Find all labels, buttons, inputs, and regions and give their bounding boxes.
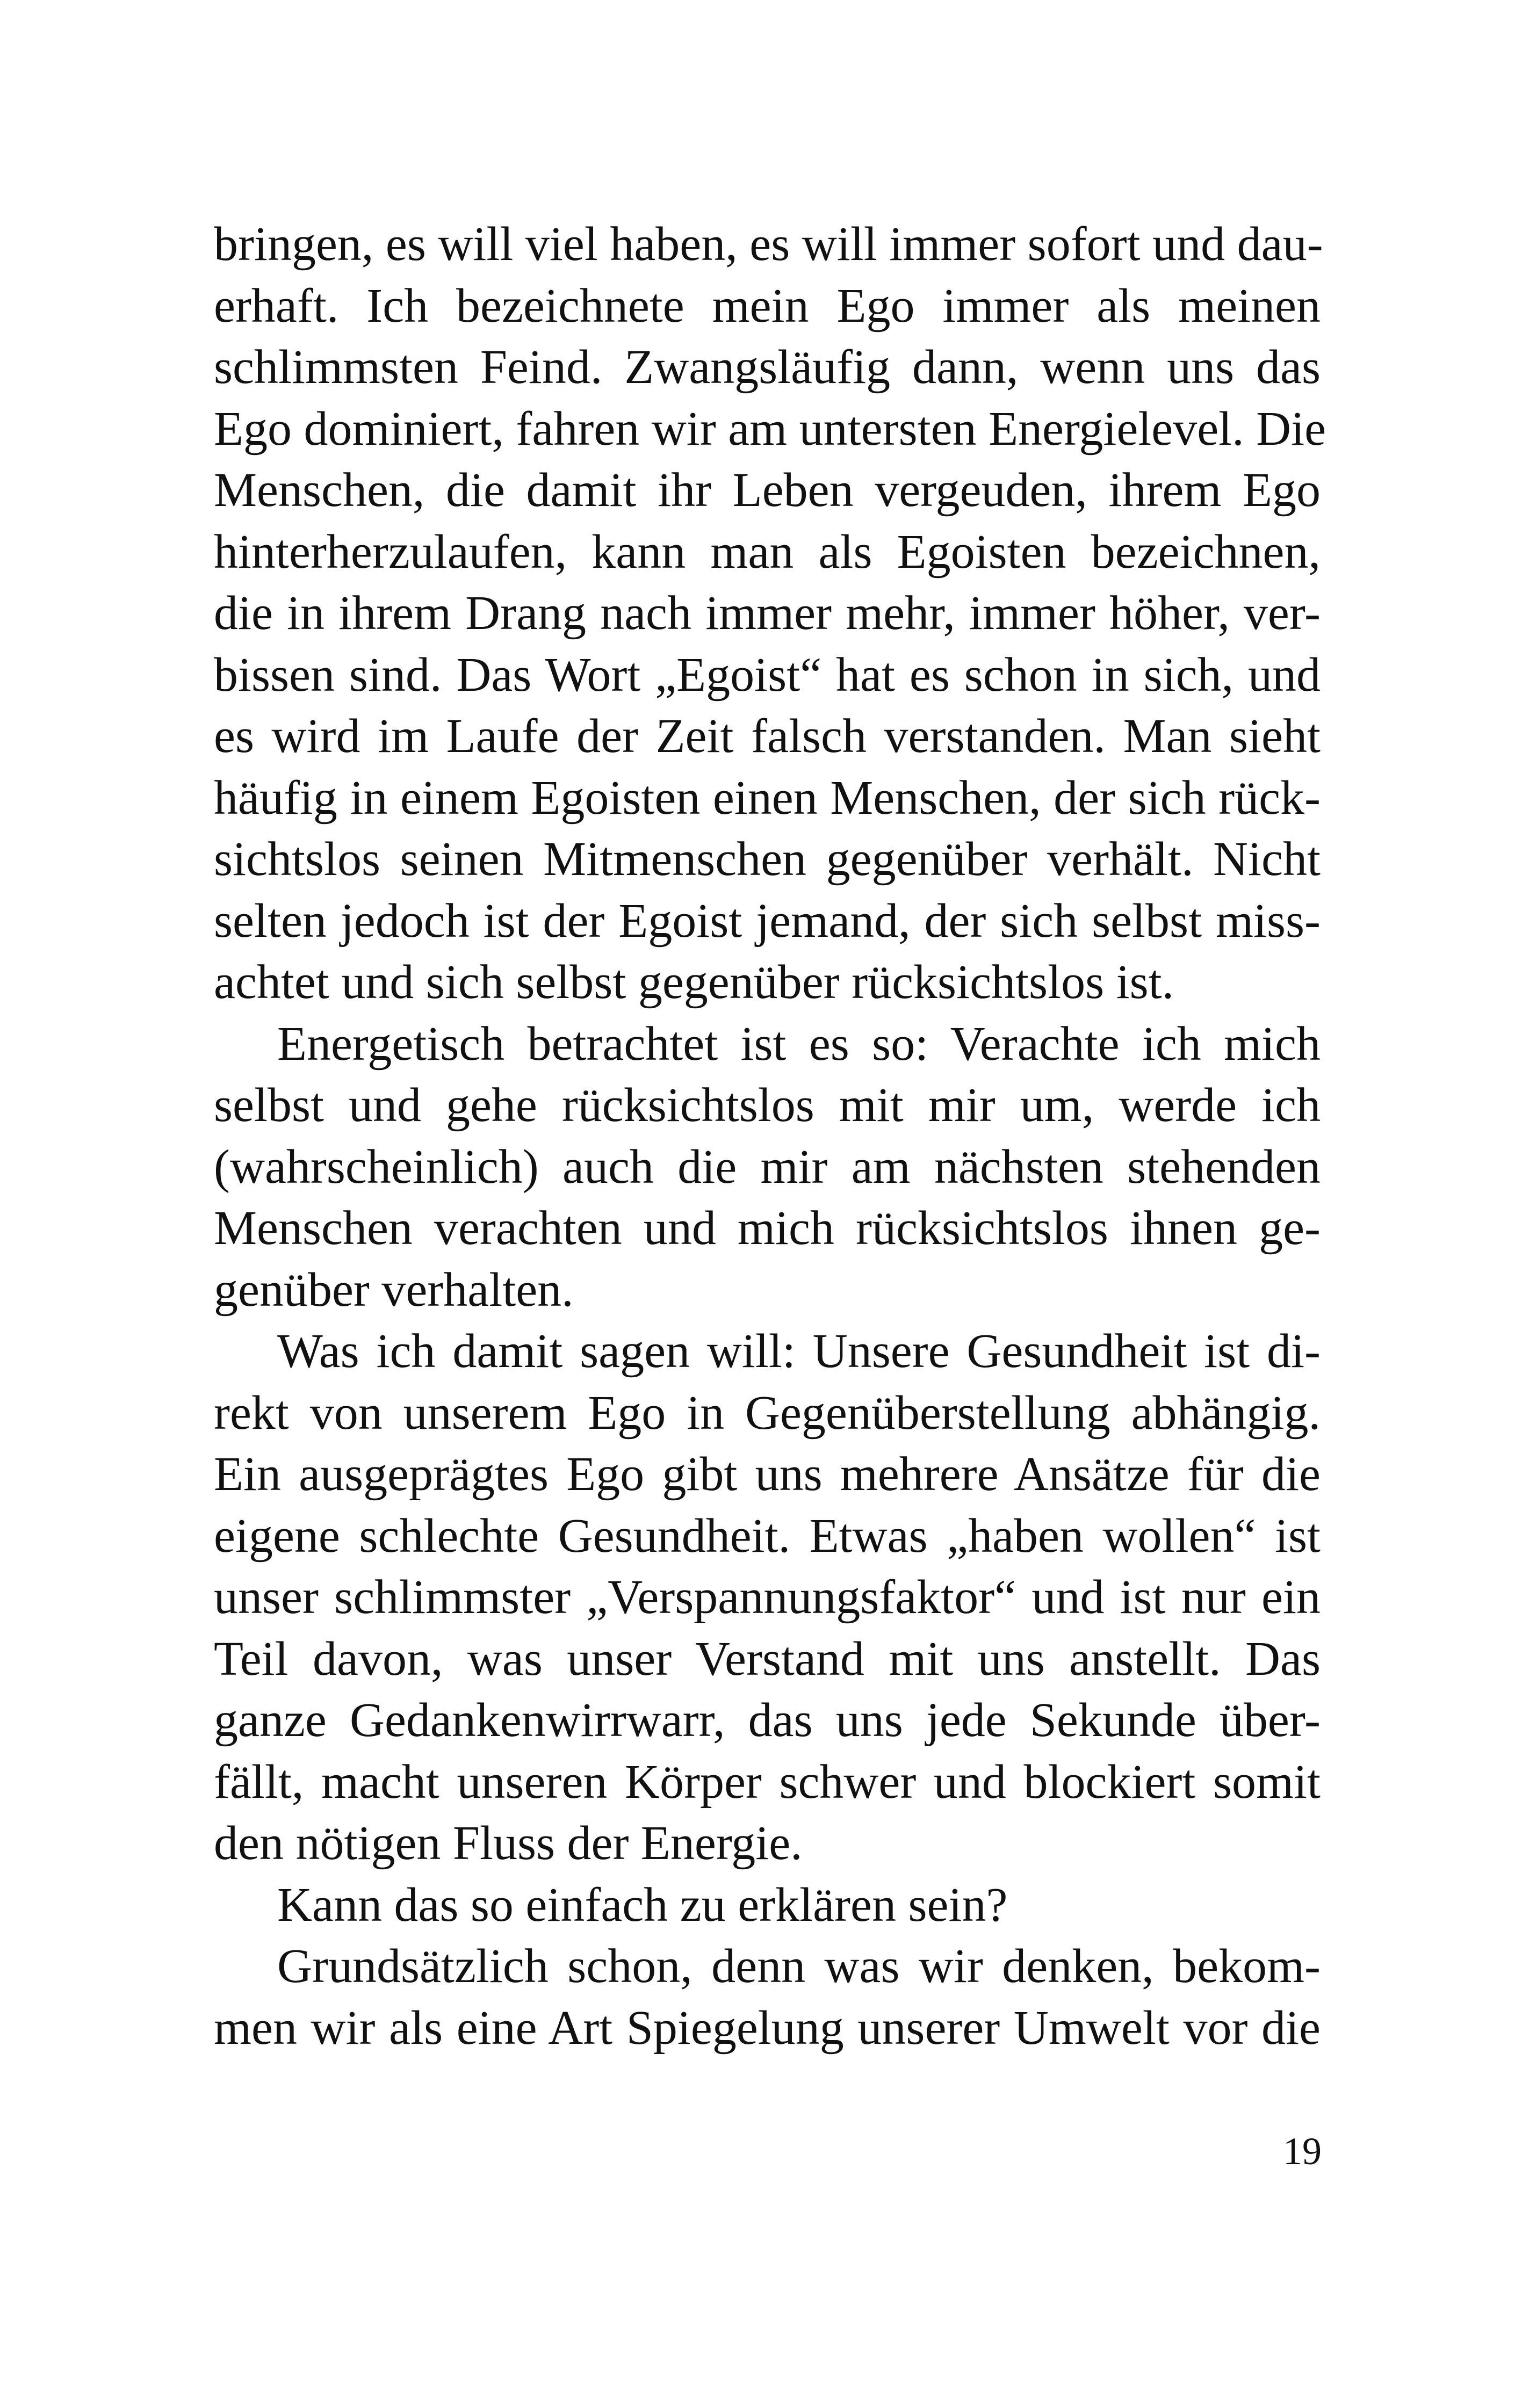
text-line: unser schlimmster „Verspannungsfaktor“ und ist nur ein (214, 1571, 1321, 1624)
text-line: sichtslos seinen Mitmenschen gegenüber verhält. Nicht (214, 833, 1321, 886)
text-line: genüber verhalten. (214, 1263, 574, 1317)
text-line: häufig in einem Egoisten einen Menschen, der sich rück- (214, 771, 1321, 825)
text-line: den nötigen Fluss der Energie. (214, 1817, 803, 1870)
text-line: die in ihrem Drang nach immer mehr, immer höher, ver- (214, 587, 1321, 640)
text-line: Grundsätzlich schon, denn was wir denken, bekom- (277, 1940, 1321, 1993)
text-line: schlimmsten Feind. Zwangsläufig dann, wenn uns das (214, 341, 1321, 394)
text-line: erhaft. Ich bezeichnete mein Ego immer als meinen (214, 279, 1321, 332)
text-line: Teil davon, was unser Verstand mit uns anstellt. Das (214, 1632, 1321, 1686)
text-line: Energetisch betrachtet ist es so: Verachte ich mich (277, 1017, 1321, 1071)
text-line: Ego dominiert, fahren wir am untersten Energielevel. Die (214, 402, 1326, 455)
text-line: fällt, macht unseren Körper schwer und blockiert somit (214, 1755, 1321, 1809)
text-line: Menschen, die damit ihr Leben vergeuden, ihrem Ego (214, 464, 1321, 517)
text-line: Ein ausgeprägtes Ego gibt uns mehrere Ansätze für die (214, 1448, 1321, 1501)
text-line: bringen, es will viel haben, es will immer sofort und dau- (214, 218, 1323, 271)
text-line: men wir als eine Art Spiegelung unserer Umwelt vor die (214, 2001, 1321, 2055)
text-line: Kann das so einfach zu erklären sein? (277, 1878, 1008, 1932)
text-line: es wird im Laufe der Zeit falsch verstanden. Man sieht (214, 710, 1321, 763)
text-line: selbst und gehe rücksichtslos mit mir um, werde ich (214, 1079, 1321, 1132)
text-line: eigene schlechte Gesundheit. Etwas „haben wollen“ ist (214, 1509, 1321, 1563)
text-line: selten jedoch ist der Egoist jemand, der sich selbst miss- (214, 894, 1321, 948)
text-line: achtet und sich selbst gegenüber rücksichtslos ist. (214, 956, 1174, 1009)
text-line: Was ich damit sagen will: Unsere Gesundheit ist di- (277, 1325, 1321, 1378)
text-line: hinterherzulaufen, kann man als Egoisten bezeichnen, (214, 525, 1321, 579)
text-line: bissen sind. Das Wort „Egoist“ hat es schon in sich, und (214, 648, 1321, 702)
text-line: Menschen verachten und mich rücksichtslos ihnen ge- (214, 1202, 1321, 1255)
text-line: rekt von unserem Ego in Gegenüberstellung abhängig. (214, 1386, 1321, 1440)
body-text (214, 214, 1326, 2059)
text-line: (wahrscheinlich) auch die mir am nächsten stehenden (214, 1140, 1321, 1194)
text-line: ganze Gedankenwirrwarr, das uns jede Sekunde über- (214, 1694, 1321, 1747)
page-number: 19 (1283, 2130, 1322, 2173)
